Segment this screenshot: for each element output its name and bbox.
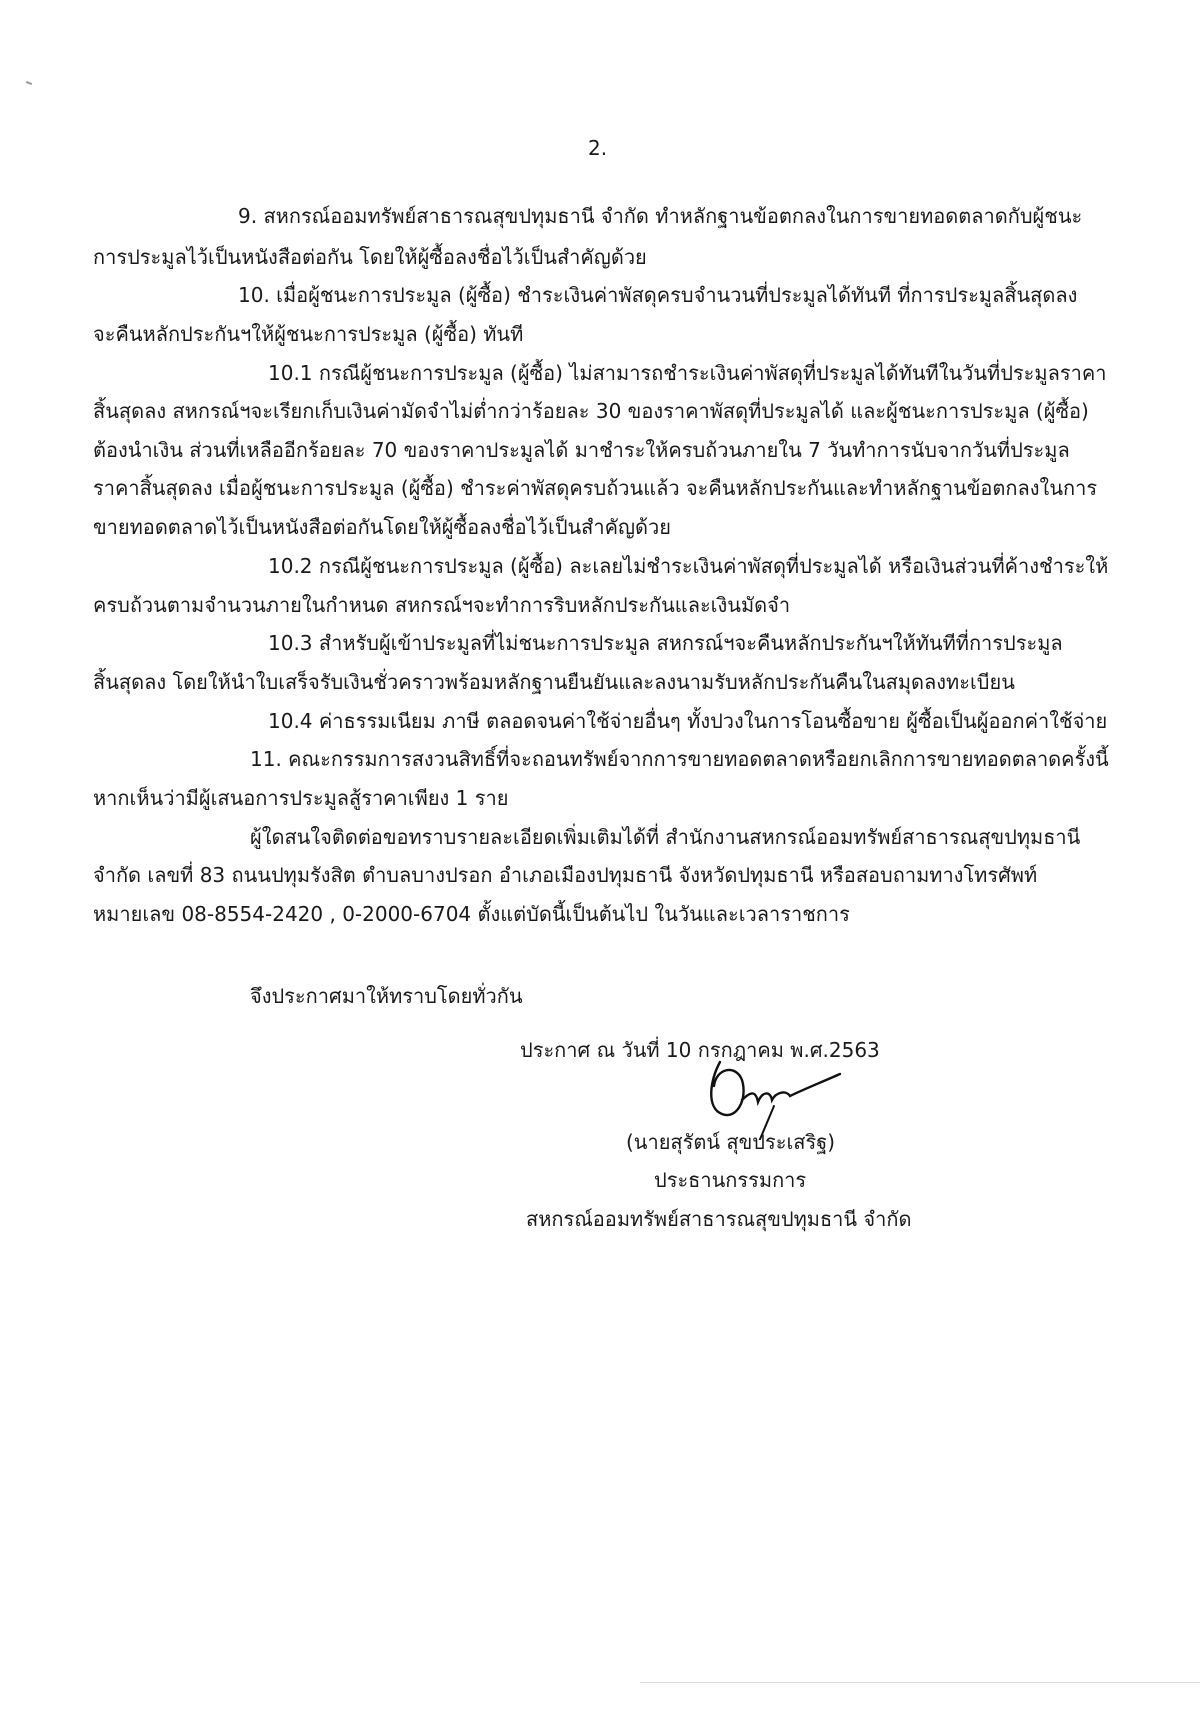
body-line: 9. สหกรณ์ออมทรัพย์สาธารณสุขปทุมธานี จำกัด ทำหลักฐานข้อตกลงในการขายทอดตลาดกับผู้ชนะ bbox=[238, 204, 1083, 228]
body-line: การประมูลไว้เป็นหนังสือต่อกัน โดยให้ผู้ซื้อลงชื่อไว้เป็นสำคัญด้วย bbox=[93, 245, 647, 269]
body-line: จะคืนหลักประกันฯให้ผู้ชนะการประมูล (ผู้ซื้อ) ทันที bbox=[93, 322, 524, 346]
body-line: 11. คณะกรรมการสงวนสิทธิ์ที่จะถอนทรัพย์จากการขายทอดตลาดหรือยกเลิกการขายทอดตลาดครั้งนี้ bbox=[250, 747, 1109, 771]
signer-position: ประธานกรรมการ bbox=[654, 1168, 807, 1192]
scan-edge-line bbox=[640, 1682, 1200, 1683]
body-line: ครบถ้วนตามจำนวนภายในกำหนด สหกรณ์ฯจะทำการริบหลักประกันและเงินมัดจำ bbox=[93, 593, 791, 617]
handwritten-signature bbox=[698, 1040, 848, 1140]
body-line: 10.1 กรณีผู้ชนะการประมูล (ผู้ซื้อ) ไม่สามารถชำระเงินค่าพัสดุที่ประมูลได้ทันทีในวันที่ประมูลราคา bbox=[268, 361, 1107, 385]
body-line: หมายเลข 08-8554-2420 , 0-2000-6704 ตั้งแต่บัดนี้เป็นต้นไป ในวันและเวลาราชการ bbox=[93, 902, 850, 926]
body-line: 10.3 สำหรับผู้เข้าประมูลที่ไม่ชนะการประมูล สหกรณ์ฯจะคืนหลักประกันฯให้ทันทีที่การประมูล bbox=[268, 631, 1063, 655]
body-line: จำกัด เลขที่ 83 ถนนปทุมรังสิต ตำบลบางปรอก อำเภอเมืองปทุมธานี จังหวัดปทุมธานี หรือสอบถามทางโทรศัพท์ bbox=[93, 863, 1038, 887]
page-number: 2. bbox=[588, 136, 608, 160]
announcement-date: ประกาศ ณ วันที่ 10 กรกฎาคม พ.ศ.2563 bbox=[520, 1038, 880, 1062]
signer-organization: สหกรณ์ออมทรัพย์สาธารณสุขปทุมธานี จำกัด bbox=[526, 1207, 912, 1231]
body-line: ผู้ใดสนใจติดต่อขอทราบรายละเอียดเพิ่มเติมได้ที่ สำนักงานสหกรณ์ออมทรัพย์สาธารณสุขปทุมธานี bbox=[250, 825, 1081, 849]
closing-statement: จึงประกาศมาให้ทราบโดยทั่วกัน bbox=[250, 984, 523, 1008]
body-line: ต้องนำเงิน ส่วนที่เหลืออีกร้อยละ 70 ของราคาประมูลได้ มาชำระให้ครบถ้วนภายใน 7 วันทำการนับจากวันที่ประมูล bbox=[93, 438, 1070, 462]
body-line: สิ้นสุดลง โดยให้นำใบเสร็จรับเงินชั่วคราวพร้อมหลักฐานยืนยันและลงนามรับหลักประกันคืนในสมุดลงทะเบียน bbox=[93, 670, 1015, 694]
body-line: 10.2 กรณีผู้ชนะการประมูล (ผู้ซื้อ) ละเลยไม่ชำระเงินค่าพัสดุที่ประมูลได้ หรือเงินส่วนที่ค้างชำระให้ bbox=[268, 554, 1109, 578]
body-line: 10. เมื่อผู้ชนะการประมูล (ผู้ซื้อ) ชำระเงินค่าพัสดุครบจำนวนที่ประมูลได้ทันที ที่การประมูลสิ้นสุดลง bbox=[238, 283, 1078, 307]
scan-speck bbox=[26, 81, 32, 85]
body-line: หากเห็นว่ามีผู้เสนอการประมูลสู้ราคาเพียง 1 ราย bbox=[93, 786, 509, 810]
body-line: ราคาสิ้นสุดลง เมื่อผู้ชนะการประมูล (ผู้ซื้อ) ชำระค่าพัสดุครบถ้วนแล้ว จะคืนหลักประกันและทำหลักฐานข้อตกลงในการ bbox=[93, 476, 1098, 500]
signer-name: (นายสุรัตน์ สุขประเสริฐ) bbox=[626, 1130, 836, 1154]
body-line: สิ้นสุดลง สหกรณ์ฯจะเรียกเก็บเงินค่ามัดจำไม่ต่ำกว่าร้อยละ 30 ของราคาพัสดุที่ประมูลได้ และผู้ชนะการประมูล (ผู้ซื้อ) bbox=[93, 399, 1089, 423]
body-line: 10.4 ค่าธรรมเนียม ภาษี ตลอดจนค่าใช้จ่ายอื่นๆ ทั้งปวงในการโอนซื้อขาย ผู้ซื้อเป็นผู้ออกค่าใช้จ่าย bbox=[268, 709, 1108, 733]
body-line: ขายทอดตลาดไว้เป็นหนังสือต่อกันโดยให้ผู้ซื้อลงชื่อไว้เป็นสำคัญด้วย bbox=[93, 515, 671, 539]
